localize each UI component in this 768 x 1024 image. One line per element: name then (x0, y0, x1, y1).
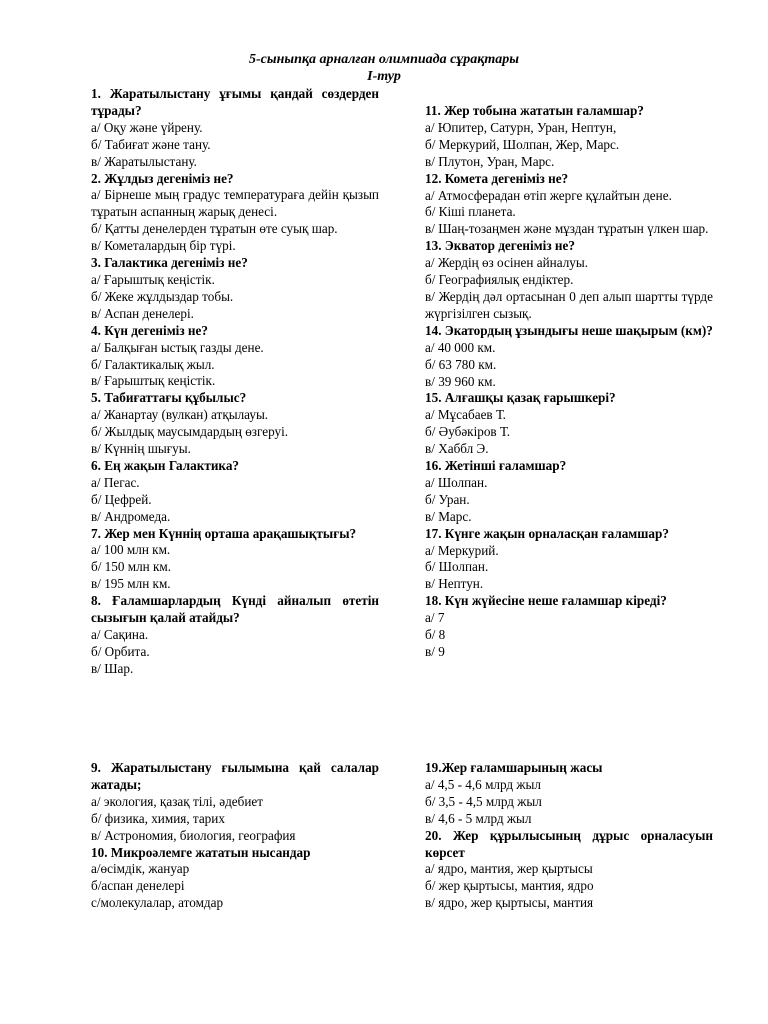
question-text: 7. Жер мен Күннің орташа арақашықтығы? (91, 525, 357, 541)
question-block (425, 238, 713, 323)
answer-option: в/ Шар. (91, 660, 134, 676)
question-block (425, 526, 713, 594)
answer-option: в/ Астрономия, биология, география (91, 827, 296, 843)
answer-option: в/ ядро, жер қыртысы, мантия (425, 895, 594, 911)
answer-option: а/ Бірнеше мың градус температураға дейін қызып тұратын аспанның жарық денесі. (91, 187, 379, 220)
question-text: 20. Жер құрылысының дұрыс орналасуын көрсет (425, 827, 713, 860)
question-text: 11. Жер тобына жататын ғаламшар? (425, 103, 644, 118)
question-text: 19.Жер ғаламшарының жасы (425, 760, 603, 775)
answer-option: а/ Меркурий. (425, 542, 499, 558)
question-text: 13. Экватор дегеніміз не? (425, 238, 575, 254)
answer-option: б/ Меркурий, Шолпан, Жер, Марс. (425, 136, 620, 152)
answer-option: б/ Жеке жұлдыздар тобы. (91, 288, 234, 304)
question-text: 14. Экатордың ұзындығы неше шақырым (км)? (425, 322, 713, 338)
question-text: 3. Галактика дегеніміз не? (91, 255, 248, 271)
question-block (91, 760, 379, 845)
question-column-right (425, 103, 713, 661)
question-text: 16. Жетінші ғаламшар? (425, 458, 567, 474)
question-block (425, 390, 713, 458)
answer-option: в/ Кометалардың бір түрі. (91, 238, 236, 254)
question-text: 8. Ғаламшарлардың Күнді айналып өтетін сызығын қалай атайды? (91, 593, 379, 626)
question-block (425, 828, 713, 913)
question-block (425, 593, 713, 661)
round-subtitle: I-тур (367, 69, 401, 84)
answer-option: в/ 4,6 - 5 млрд жыл (425, 810, 532, 826)
answer-option: б/ Қатты денелерден тұратын өте суық шар. (91, 221, 338, 237)
answer-option: а/ экология, қазақ тілі, әдебиет (91, 793, 264, 809)
answer-option: в/ Күннің шығуы. (91, 441, 191, 457)
answer-option: в/ Шаң-тозаңмен және мұздан тұратын үлкен шар. (425, 221, 709, 237)
answer-option: а/ Мұсабаев Т. (425, 407, 506, 423)
answer-option: а/ Оқу және үйрену. (91, 119, 203, 135)
question-text: 9. Жаратылыстану ғылымына қай салалар жатады; (91, 760, 379, 792)
answer-option: в/ Жаратылыстану. (91, 153, 197, 169)
answer-option: а/ 4,5 - 4,6 млрд жыл (425, 776, 541, 792)
answer-option: в/ Ғарыштық кеңістік. (91, 373, 216, 389)
answer-option: а/ 100 млн км. (91, 542, 171, 558)
answer-option: б/ 150 млн км. (91, 559, 172, 575)
question-block (425, 760, 713, 828)
answer-option: в/ Андромеда. (91, 508, 171, 524)
answer-option: а/ Юпитер, Сатурн, Уран, Нептун, (425, 119, 617, 135)
answer-option: в/ Хаббл Э. (425, 441, 489, 457)
question-block (91, 323, 379, 391)
answer-option: б/ Жылдық маусымдардың өзгеруі. (91, 424, 289, 440)
answer-option: б/ Кіші планета. (425, 204, 516, 220)
answer-option: б/ Әубәкіров Т. (425, 424, 510, 440)
question-text: 15. Алғашқы қазақ ғарышкері? (425, 390, 616, 406)
answer-option: а/ Сақина. (91, 627, 149, 642)
question-block (91, 390, 379, 458)
answer-option: а/ Жердің өз осінен айналуы. (425, 255, 589, 271)
answer-option: а/ 40 000 км. (425, 339, 496, 355)
question-block (91, 255, 379, 323)
question-text: 1. Жаратылыстану ұғымы қандай сөздерден тұрады? (91, 86, 379, 118)
answer-option: в/ Аспан денелері. (91, 305, 194, 321)
answer-option: б/ Табиғат және тану. (91, 136, 211, 152)
question-block (91, 593, 379, 678)
question-block (91, 526, 379, 594)
answer-option: б/ Орбита. (91, 643, 150, 659)
answer-option: а/ 7 (425, 610, 445, 626)
answer-option: б/ 8 (425, 627, 446, 643)
question-text: 6. Ең жақын Галактика? (91, 457, 240, 473)
answer-option: б/ 63 780 км. (425, 356, 497, 372)
question-block (425, 171, 713, 239)
question-text: 18. Күн жүйесіне неше ғаламшар кіреді? (425, 593, 667, 609)
question-block (91, 171, 379, 256)
answer-option: б/ 3,5 - 4,5 млрд жыл (425, 793, 542, 809)
answer-option: в/ 39 960 км. (425, 373, 496, 389)
answer-option: с/молекулалар, атомдар (91, 895, 224, 911)
answer-option: а/ ядро, мантия, жер қыртысы (425, 861, 593, 877)
answer-option: в/ 195 млн км. (91, 576, 171, 592)
question-block (91, 458, 379, 526)
answer-option: в/ Марс. (425, 508, 472, 524)
answer-option: б/ Шолпан. (425, 559, 489, 575)
answer-option: а/ Ғарыштық кеңістік. (91, 271, 215, 287)
answer-option: б/ Географиялық ендіктер. (425, 272, 574, 288)
question-column-right-bottom (425, 760, 713, 912)
answer-option: а/ Атмосферадан өтіп жерге құлайтын дене. (425, 187, 672, 203)
question-block (425, 103, 713, 171)
answer-option: в/ Плутон, Уран, Марс. (425, 153, 555, 169)
answer-option: в/ Жердің дәл ортасынан 0 деп алып шартты түрде жүргізілген сызық. (425, 288, 713, 321)
question-text: 2. Жұлдыз дегеніміз не? (91, 170, 234, 186)
answer-option: а/ Шолпан. (425, 474, 488, 490)
question-text: 4. Күн дегеніміз не? (91, 322, 208, 338)
question-text: 10. Микроәлемге жататын нысандар (91, 844, 311, 860)
question-block (425, 323, 713, 391)
answer-option: б/ физика, химия, тарих (91, 810, 225, 826)
question-block (91, 845, 379, 913)
question-text: 5. Табиғаттағы құбылыс? (91, 390, 247, 406)
answer-option: б/ Цефрей. (91, 491, 152, 507)
question-column-left-bottom (91, 760, 379, 912)
answer-option: б/ жер қыртысы, мантия, ядро (425, 878, 594, 894)
answer-option: б/аспан денелері (91, 878, 185, 894)
question-text: 12. Комета дегеніміз не? (425, 170, 569, 186)
page-title: 5-сыныпқа арналған олимпиада сұрақтары (249, 52, 519, 67)
answer-option: в/ 9 (425, 644, 445, 659)
answer-option: а/өсімдік, жануар (91, 861, 190, 877)
answer-option: б/ Уран. (425, 491, 470, 507)
answer-option: в/ Нептун. (425, 576, 484, 592)
question-text: 17. Күнге жақын орналасқан ғаламшар? (425, 525, 669, 541)
question-block (425, 458, 713, 526)
question-block (91, 86, 379, 171)
question-column-left (91, 86, 379, 678)
answer-option: а/ Балқыған ыстық газды дене. (91, 339, 264, 355)
answer-option: б/ Галактикалық жыл. (91, 356, 215, 372)
answer-option: а/ Жанартау (вулкан) атқылауы. (91, 407, 269, 423)
answer-option: а/ Пегас. (91, 474, 140, 490)
